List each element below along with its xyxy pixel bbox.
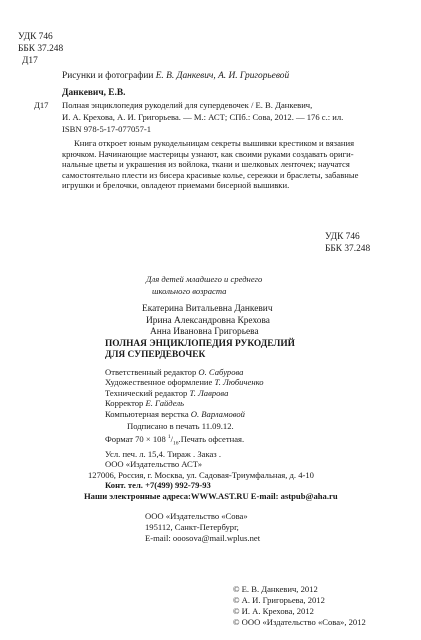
author-mark-top: Д17 [22, 56, 38, 66]
publisher-ast-phone: Конт. тел. +7(499) 992-79-93 [105, 480, 211, 491]
credit-name: Т. Любиченко [214, 377, 264, 388]
catalog-line-1: Полная энциклопедия рукоделий для супердевочек / Е. В. Данкевич, [62, 100, 313, 110]
book-title-line-1: ПОЛНАЯ ЭНЦИКЛОПЕДИЯ РУКОДЕЛИЙ [105, 339, 295, 349]
credit-row [105, 398, 264, 408]
publisher-sova-email: E-mail: ooosova@mail.wplus.net [145, 533, 261, 543]
publisher-ast [84, 459, 338, 502]
bbk-code-top: ББК 37.248 [18, 44, 64, 54]
annotation-line: крючком. Начинающие мастерицы узнают, как своими руками создавать ориги- [62, 148, 354, 159]
catalog-author-heading: Данкевич, Е.В. [62, 88, 126, 98]
credit-role: Технический редактор [105, 387, 188, 398]
publisher-sova [145, 511, 260, 544]
catalog-mark: Д17 [34, 100, 49, 110]
publisher-sova-address: 195112, Санкт-Петербург, [145, 522, 239, 532]
annotation-line: игрушки и брелочки, овладеют приемами бисерной вышивки. [62, 180, 290, 191]
credit-name: Т. Лаврова [189, 387, 229, 398]
format-suffix: .Печать офсетная. [178, 433, 245, 444]
book-title-line-2: ДЛЯ СУПЕРДЕВОЧЕК [105, 350, 206, 361]
print-format: Формат 70 × 108 $^1/_{16}.Печать$ офсетная. [105, 433, 245, 447]
format-prefix: Формат 70 × 108 [105, 433, 168, 444]
audience-line: школьного возраста [152, 286, 227, 296]
udk-code-right: УДК 746 [325, 232, 360, 242]
format-frac-den: 16 [173, 440, 179, 447]
copyright-line: © ООО «Издательство «Сова», 2012 [233, 617, 366, 627]
credit-name: О. Варламовой [190, 408, 245, 419]
illustrations-credit [62, 71, 289, 82]
author-name: Анна Ивановна Григорьева [150, 327, 259, 338]
annotation [62, 138, 358, 191]
publisher-sova-name: ООО «Издательство «Сова» [145, 511, 248, 521]
credit-name: Е. Гайдель [145, 398, 184, 409]
copyright-line: © А. И. Григорьева, 2012 [233, 595, 325, 605]
credits-list [105, 367, 264, 419]
catalog-line-2: И. А. Крехова, А. И. Григорьева. — М.: АСТ; СПб.: Сова, 2012. — 176 с.: ил. [62, 112, 344, 122]
credit-row [105, 367, 264, 377]
publisher-ast-address: 127006, Россия, г. Москва, ул. Садовая-Триумфальная, д. 4-10 [88, 469, 314, 480]
annotation-line: самостоятельно плести из бисера красивые колье, сережки и браслеты, забавные [62, 169, 359, 180]
print-info [105, 421, 244, 459]
copyright-list [233, 584, 366, 628]
audience [146, 273, 262, 297]
annotation-line: нальные цветы и украшения из войлока, ткани и шелковых ленточек; научатся [62, 159, 350, 170]
annotation-line: Книга откроет юным рукодельницам секреты вышивки крестиком и вязания [74, 138, 355, 148]
author-name: Екатерина Витальевна Данкевич [142, 304, 273, 314]
copyright-line: © И. А. Крехова, 2012 [233, 606, 314, 616]
audience-line: Для детей младшего и среднего [146, 274, 263, 284]
credit-role: Ответственный редактор [105, 367, 197, 377]
credit-role: Компьютерная верстка [105, 408, 189, 419]
credit-role: Корректор [105, 398, 144, 409]
credit-row [105, 388, 264, 398]
format-frac-num: 1 [167, 433, 171, 440]
copyright-line: © Е. В. Данкевич, 2012 [233, 584, 318, 594]
catalog-isbn: ISBN 978-5-17-077057-1 [62, 124, 152, 134]
bbk-code-right: ББК 37.248 [325, 244, 371, 254]
credit-role: Художественное оформление [105, 377, 213, 388]
credit-name: О. Сабурова [198, 367, 244, 377]
publisher-ast-emails: Наши электронные адреса:WWW.AST.RU E-mail: astpub@aha.ru [84, 491, 338, 502]
author-name: Ирина Александровна Крехова [146, 315, 270, 326]
credit-row [105, 377, 264, 387]
udk-code-top: УДК 746 [18, 32, 53, 42]
credit-row [105, 409, 264, 419]
print-signed: Подписано в печать 11.09.12. [127, 421, 234, 431]
authors-list [142, 304, 273, 339]
illustrations-label: Рисунки и фотографии [62, 71, 154, 81]
print-sheets: Усл. печ. л. 15,4. Тираж . Заказ . [105, 448, 221, 459]
publisher-ast-name: ООО «Издательство АСТ» [105, 459, 203, 469]
illustrations-names: Е. В. Данкевич, А. И. Григорьевой [155, 71, 290, 81]
book-title [105, 339, 295, 362]
